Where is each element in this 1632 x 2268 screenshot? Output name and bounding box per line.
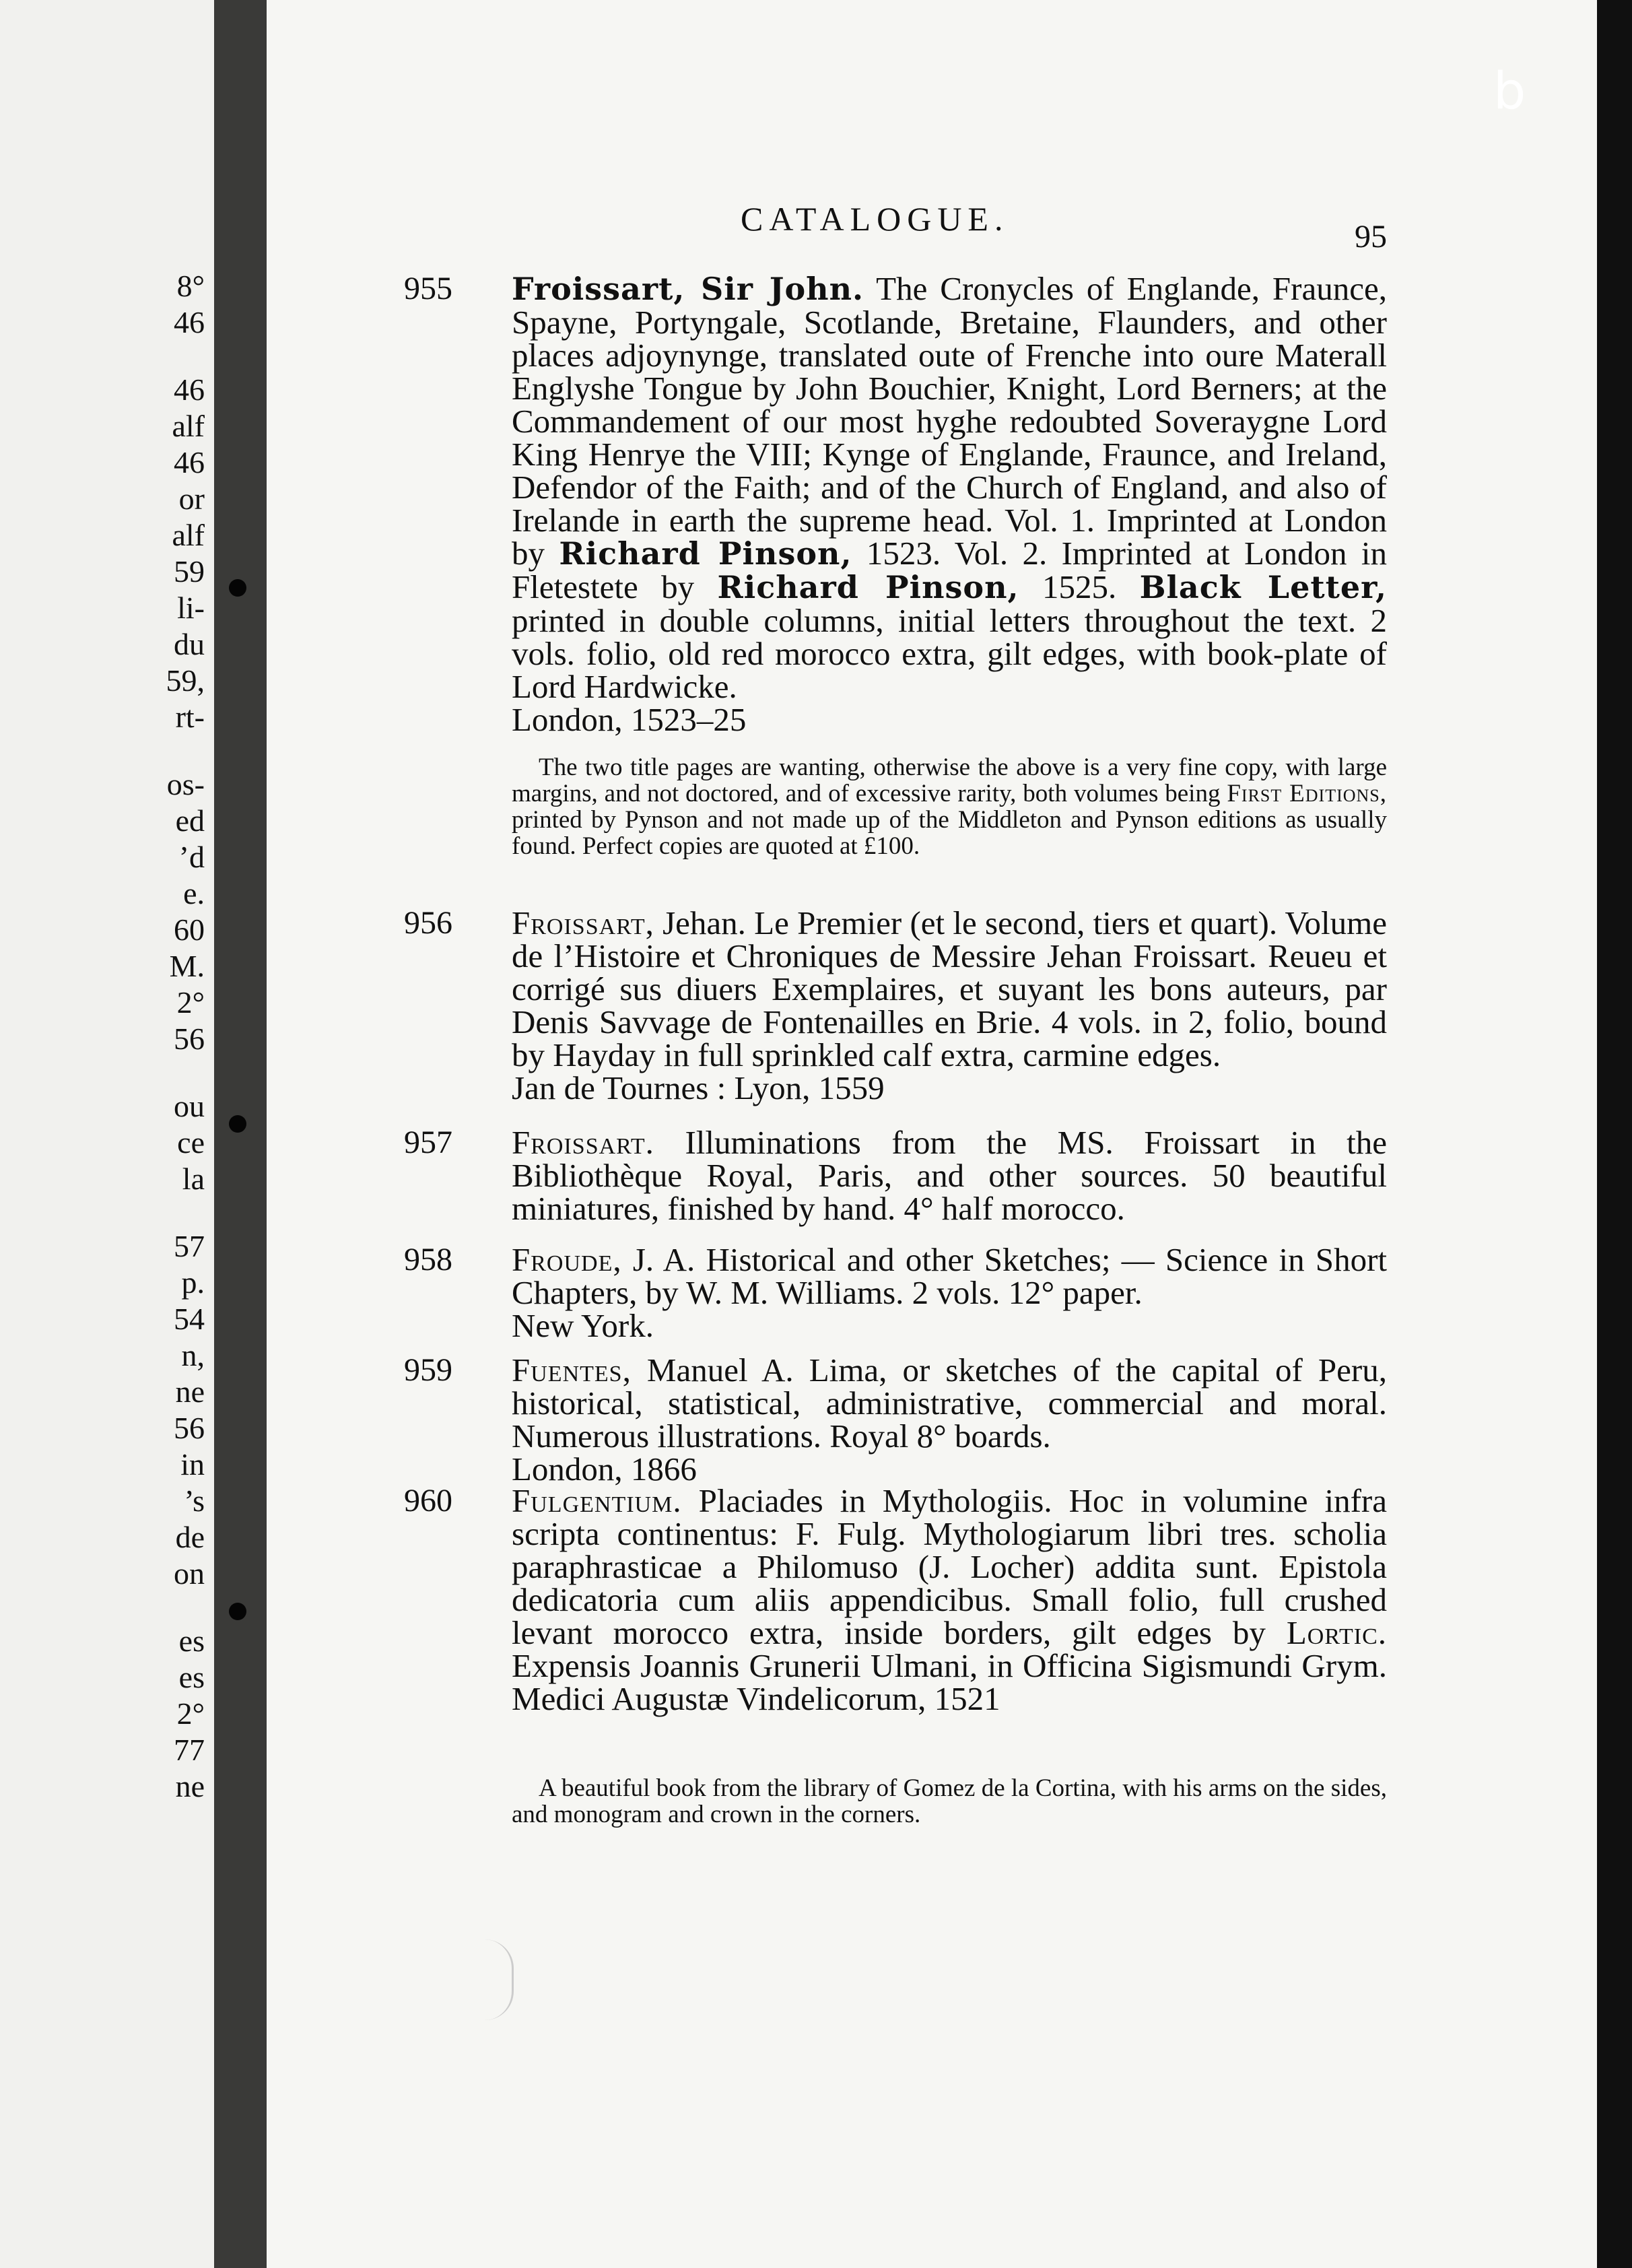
entry-note-955 [512,754,1387,859]
entry-text: Illuminations from the MS. Froissart in the Bibliothèque Royal, Paris, and other sources. 50 beautiful miniatures, finished by hand. 4° half morocco. [512,1124,1388,1227]
left-page-fragment [124,737,205,768]
left-page [0,0,214,2268]
left-page-fragment: ’d [178,840,205,874]
page-number: 95 [1355,219,1387,255]
left-page-fragment: os- [166,767,205,801]
catalogue-entry-957 [404,1126,1387,1225]
catalogue-entry-960 [404,1484,1387,1715]
left-page-fragment: 8° [176,269,205,303]
left-page-fragment [124,1593,205,1624]
entry-text: Placiades in Mythologiis. Hoc in volumine infra scripta continentus: F. Fulg. Mythologiarum libri tres. scholia paraphrasticae a Philomuso (J. Locher) addita sunt. Epistola dedicatoria cum aliis appendicibus. Small folio, full crushed levant morocco extra, inside borders, gilt edges by [512,1482,1387,1651]
entry-author: Fuentes, [512,1352,632,1389]
left-page-fragment [124,342,205,373]
left-page-fragment: 59, [166,663,205,698]
left-page-fragment: ce [177,1125,205,1160]
note-text: printed by Pynson and not made up of the Middleton and Pynson editions as usually found. Perfect copies are quoted at £100. [512,806,1387,860]
left-page-fragment: 59 [174,554,205,589]
left-page-fragment: 56 [174,1022,205,1056]
left-page-fragment: 54 [174,1302,205,1336]
left-page-fragment: 60 [174,912,205,947]
left-page-fragment: du [174,627,205,661]
catalogue-entry-956 [404,906,1387,1104]
entry-author: Froissart, [512,904,654,941]
printer-name: Richard Pinson, [717,569,1019,605]
left-page-fragment: ou [174,1089,205,1123]
left-page-fragment: e. [183,876,205,910]
left-page-fragment: 2° [176,985,205,1020]
entry-body [512,272,1387,736]
entry-number: 956 [404,905,452,941]
left-page-fragment: de [175,1520,205,1554]
left-page-fragment: es [178,1624,205,1658]
entry-body [512,1354,1387,1486]
entry-imprint: Jan de Tournes : Lyon, 1559 [512,1069,885,1106]
entry-text: printed in double columns, initial letters throughout the text. 2 vols. folio, old red morocco extra, gilt edges, with book-plate of Lord Hardwicke. [512,602,1387,705]
entry-number: 958 [404,1242,452,1277]
entry-imprint: New York. [512,1307,654,1344]
left-page-fragment: 46 [174,445,205,479]
entry-author: Froude, [512,1241,622,1278]
left-page-fragment: alf [172,518,205,552]
binding-hole [229,579,246,597]
entry-text: Expensis Joannis Grunerii Ulmani, in Officina Sigismundi Grym. Medici Augustæ Vindelicorum, 1521 [512,1647,1387,1717]
left-page-fragment: ne [175,1374,205,1409]
entry-text: Manuel A. Lima, or sketches of the capital of Peru, historical, statistical, administrative, commercial and moral. Numerous illustrations. Royal 8° boards. [512,1352,1387,1455]
left-page-fragment: rt- [175,700,205,734]
left-page-fragment: 77 [174,1733,205,1767]
left-page-fragment: li- [177,591,205,625]
entry-imprint: London, 1523–25 [512,701,747,738]
left-page-fragments [124,269,205,1806]
entry-text: J. A. Historical and other Sketches; — Science in Short Chapters, by W. M. Williams. 2 vols. 12° paper. [512,1241,1387,1311]
left-page-fragment: in [180,1447,205,1481]
left-page-fragment: ed [175,803,205,838]
left-page-fragment: 56 [174,1411,205,1445]
left-page-fragment: alf [172,409,205,443]
left-page-fragment: 46 [174,305,205,339]
entry-note-960 [512,1775,1387,1828]
corner-mark: b [1493,61,1526,121]
catalogue-entry-958 [404,1243,1387,1342]
entry-body [512,906,1387,1104]
entry-author: Froissart, Sir John. [512,271,864,307]
entry-text: 1525. [1042,568,1117,605]
entry-number: 955 [404,271,452,306]
left-page-fragment: ’s [184,1483,205,1518]
left-page-fragment: ne [175,1769,205,1803]
entry-number: 959 [404,1352,452,1388]
left-page-fragment: 57 [174,1229,205,1263]
left-page-fragment: 2° [176,1696,205,1731]
left-page-fragment [124,1059,205,1090]
note-text: A beautiful book from the library of Gomez de la Cortina, with his arms on the sides, and monogram and crown in the corners. [512,1774,1387,1828]
entry-author: Froissart. [512,1124,654,1161]
printer-name: Richard Pinson, [559,535,852,572]
entry-body [512,1243,1387,1342]
binder-name: Lortic. [1286,1614,1387,1651]
page-edge-shadow [1597,0,1632,2268]
entry-text: The Cronycles of Englande, Fraunce, Spayne, Portyngale, Scotlande, Bretaine, Flaunders, and other places adjoynynge, translated oute of Frenche into oure Materall Englyshe Tongue by John Bouchier, Knight, Lord Berners; at the Commandement of our most hyghe redoubted Soveraygne Lord King Henrye the VIII; Kynge of Englande, Fraunce, and Ireland, Defendor of the Faith; and of the Church of England, and also of Irelande in earth the supreme head. Vol. 1. Imprinted at London by [512,270,1387,572]
book-spine [214,0,267,2268]
black-letter-label: Black Letter, [1139,569,1388,605]
entry-imprint: London, 1866 [512,1450,697,1488]
entry-number: 957 [404,1125,452,1160]
entry-body [512,1126,1387,1225]
running-title: CATALOGUE. [741,200,1009,238]
note-small-caps: First Editions, [1227,780,1388,807]
catalogue-entry-955 [404,272,1387,736]
entry-author: Fulgentium. [512,1482,682,1519]
left-page-fragment: or [178,481,205,516]
left-page-fragment: es [178,1660,205,1694]
left-page-fragment [124,1199,205,1230]
binding-hole [229,1115,246,1133]
note-text: The two title pages are wanting, otherwise the above is a very fine copy, with large margins, and not doctored, and of excessive rarity, both volumes being [512,754,1387,807]
left-page-fragment: n, [181,1338,205,1372]
left-page-fragment: p. [181,1265,205,1300]
left-page-fragment: on [174,1556,205,1591]
entry-text: 1523. Vol. 2. Imprinted at London in Fletestete by [512,535,1387,605]
left-page-fragment: 46 [174,372,205,407]
entry-number: 960 [404,1483,452,1519]
entry-text: Jehan. Le Premier (et le second, tiers et quart). Volume de l’Histoire et Chroniques de Messire Jehan Froissart. Reueu et corrigé sus diuers Exemplaires, et suyant les bons auteurs, par Denis Savvage de Fontenailles en Brie. 4 vols. in 2, folio, bound by Hayday in full sprinkled calf extra, carmine edges. [512,904,1387,1073]
left-page-fragment: M. [169,949,205,983]
binding-hole [229,1603,246,1620]
catalogue-entry-959 [404,1354,1387,1486]
left-page-fragment: la [182,1162,205,1196]
entry-body [512,1484,1387,1715]
